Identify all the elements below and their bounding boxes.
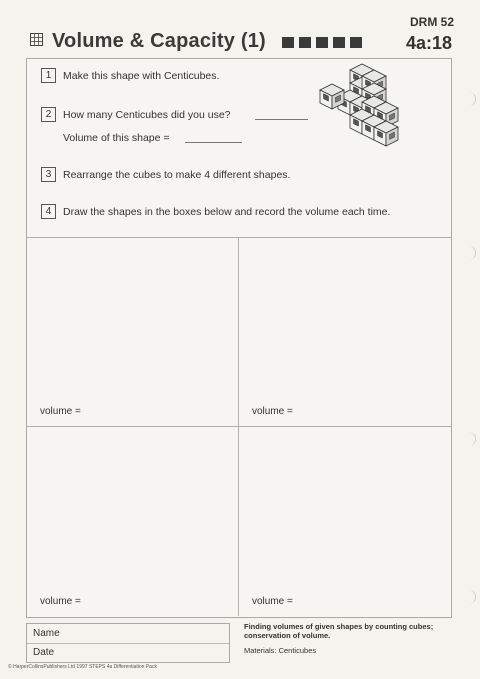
drm-code: DRM 52 [409, 15, 454, 29]
volume-label-1: volume = [40, 406, 81, 417]
name-date-box [26, 623, 230, 663]
volume-answer-line[interactable] [185, 132, 242, 143]
binder-hole-mark [469, 92, 476, 106]
question-3-text: Rearrange the cubes to make 4 different shapes. [63, 169, 291, 181]
grid-icon [30, 33, 43, 46]
level-square [316, 37, 328, 48]
level-square [282, 37, 294, 48]
drawing-box-1[interactable] [27, 238, 238, 426]
drawing-box-4[interactable] [239, 427, 450, 616]
cubes-used-answer-line[interactable] [255, 109, 308, 120]
question-2-text: How many Centicubes did you use? [63, 109, 231, 121]
copyright-notice: © HarperCollinsPublishers Ltd 1997 STEPS 4a Differentiation Pack [8, 664, 157, 670]
drawing-box-3[interactable] [27, 427, 238, 616]
drawing-box-2[interactable] [239, 238, 450, 426]
volume-label-3: volume = [40, 596, 81, 607]
level-square [350, 37, 362, 48]
volume-of-shape-text: Volume of this shape = [63, 132, 170, 144]
materials-note: Materials: Centicubes [244, 646, 317, 655]
question-number-2: 2 [41, 107, 56, 122]
name-row[interactable] [27, 624, 229, 644]
binder-hole-mark [469, 590, 476, 604]
binder-hole-mark [469, 246, 476, 260]
teacher-notes: Finding volumes of given shapes by counting cubes; conservation of volume. [244, 622, 434, 640]
level-square [333, 37, 345, 48]
volume-label-2: volume = [252, 406, 293, 417]
level-square [299, 37, 311, 48]
question-1-text: Make this shape with Centicubes. [63, 70, 220, 82]
level-squares [282, 37, 362, 48]
binder-hole-mark [469, 432, 476, 446]
name-label: Name [33, 628, 60, 639]
sheet-code: 4a:18 [405, 33, 452, 53]
question-number-1: 1 [41, 68, 56, 83]
date-row[interactable] [27, 643, 229, 662]
centicube-shape-illustration [314, 62, 414, 152]
question-number-4: 4 [41, 204, 56, 219]
volume-label-4: volume = [252, 596, 293, 607]
question-4-text: Draw the shapes in the boxes below and record the volume each time. [63, 206, 391, 218]
date-label: Date [33, 647, 55, 658]
question-number-3: 3 [41, 167, 56, 182]
page-title: Volume & Capacity (1) [52, 30, 266, 52]
